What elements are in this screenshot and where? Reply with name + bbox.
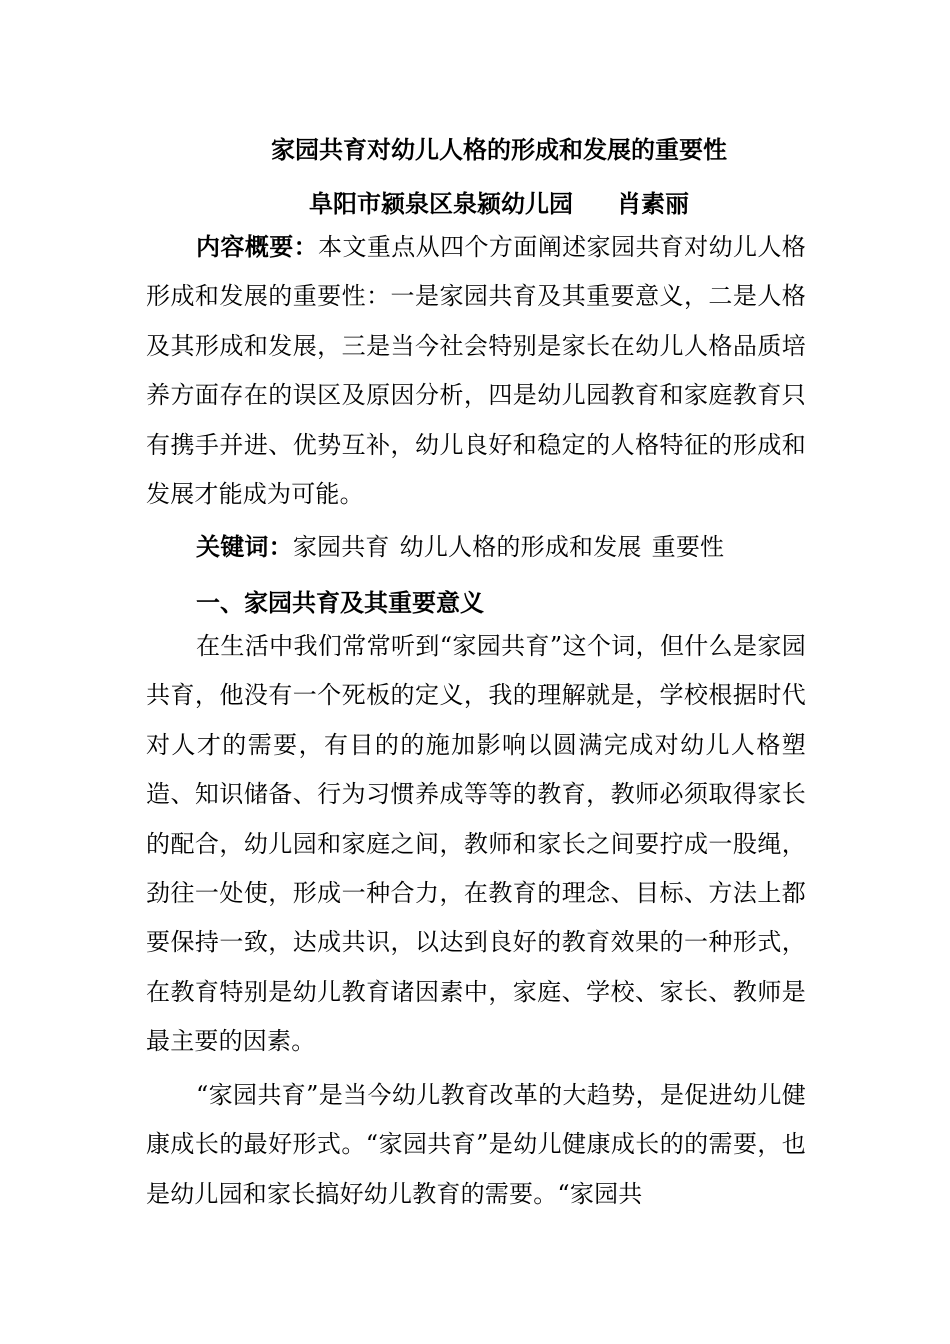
school-name: 阜阳市颍泉区泉颍幼儿园 xyxy=(309,190,573,218)
keyword-item: 重要性 xyxy=(651,533,725,561)
abstract-label: 内容概要： xyxy=(196,233,319,261)
keywords-line xyxy=(146,523,806,572)
body-paragraph: 在生活中我们常常听到“家园共育”这个词，但什么是家园共育，他没有一个死板的定义，我的理解就是，学校根据时代对人才的需要，有目的的施加影响以圆满完成对幼儿人格塑造、知识储备、行为习惯养成等等的教育，教师必须取得家长的配合，幼儿园和家庭之间，教师和家长之间要拧成一股绳，劲往一处使，形成一种合力，在教育的理念、目标、方法上都要保持一致，达成共识，以达到良好的教育效果的一种形式，在教育特别是幼儿教育诸因素中，家庭、学校、家长、教师是最主要的因素。 xyxy=(146,632,806,1056)
section-heading: 一、家园共育及其重要意义 xyxy=(196,589,484,617)
keyword-item: 幼儿人格的形成和发展 xyxy=(399,533,642,561)
document-title: 家园共育对幼儿人格的形成和发展的重要性 xyxy=(271,136,727,164)
keywords-label: 关键词： xyxy=(196,533,293,561)
author-line xyxy=(24,184,950,219)
author-name: 肖素丽 xyxy=(617,190,689,218)
abstract-paragraph xyxy=(146,223,806,519)
body-paragraph: “家园共育”是当今幼儿教育改革的大趋势，是促进幼儿健康成长的最好形式。“家园共育”是幼儿健康成长的的需要，也是幼儿园和家长搞好幼儿教育的需要。“家园共 xyxy=(146,1081,806,1208)
keyword-item: 家园共育 xyxy=(292,533,390,561)
abstract-text: 本文重点从四个方面阐述家园共育对幼儿人格形成和发展的重要性：一是家园共育及其重要意义，二是人格及其形成和发展，三是当今社会特别是家长在幼儿人格品质培养方面存在的误区及原因分析，四是幼儿园教育和家庭教育只有携手并进、优势互补，幼儿良好和稳定的人格特征的形成和发展才能成为可能。 xyxy=(146,233,807,509)
